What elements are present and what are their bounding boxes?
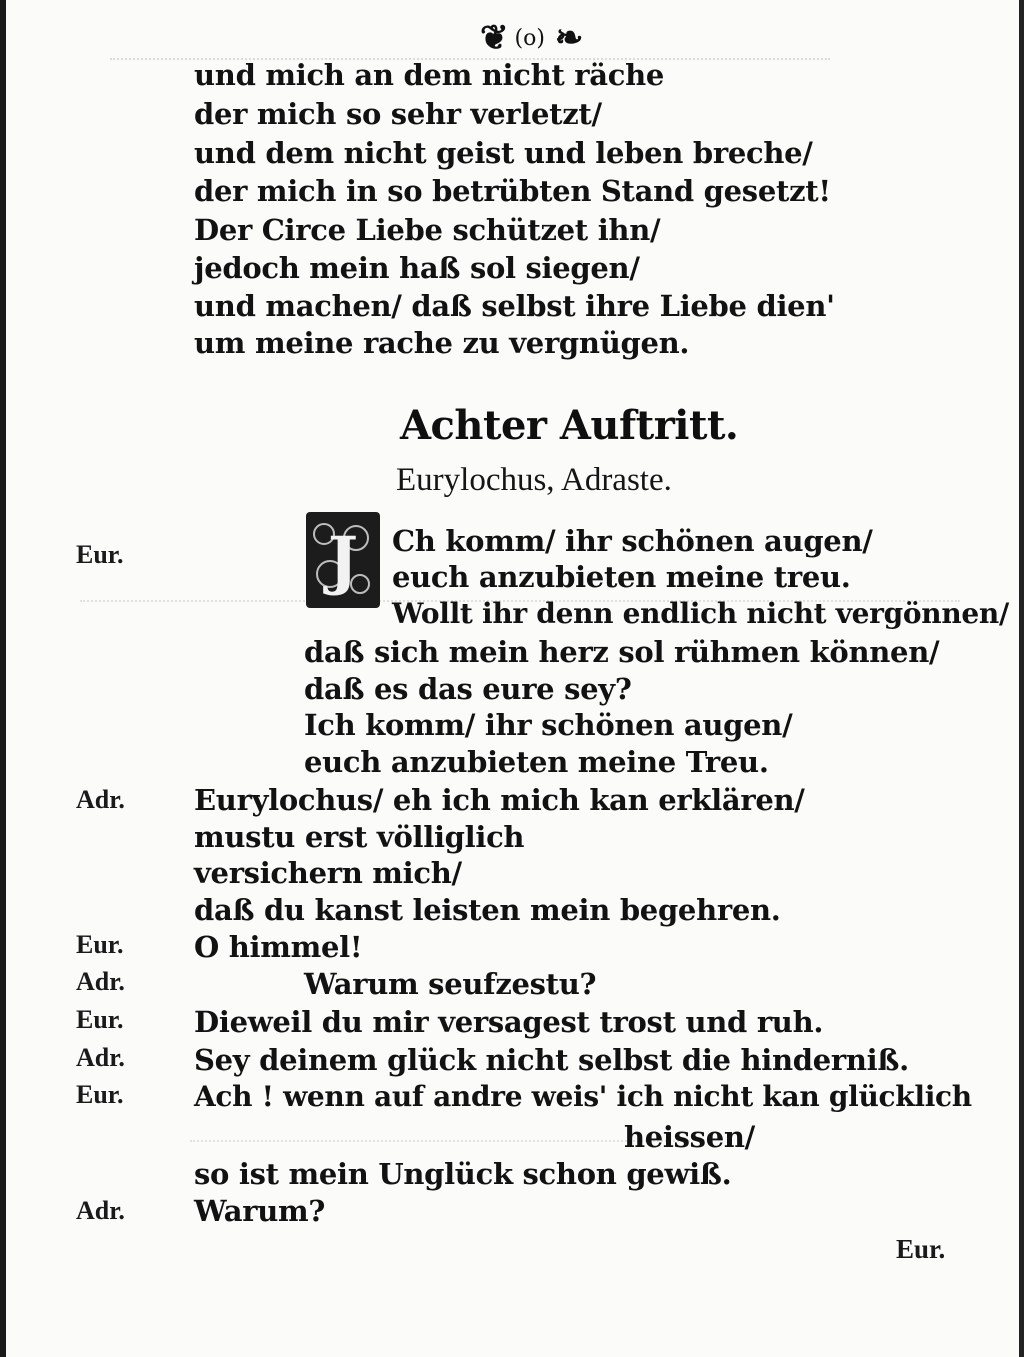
speaker-label: Eur. bbox=[76, 930, 124, 959]
speaker-label: Adr. bbox=[76, 1043, 125, 1072]
ornament-right-icon: ❧ bbox=[554, 18, 580, 58]
verse-line: Der Circe Liebe schützet ihn/ bbox=[194, 213, 661, 247]
dialogue-line: Ach ! wenn auf andre weis' ich nicht kan glücklich bbox=[194, 1080, 972, 1113]
dialogue-line: daß es das eure sey? bbox=[304, 672, 632, 706]
catchword: Eur. bbox=[896, 1234, 946, 1264]
page-header bbox=[480, 14, 690, 62]
scene-title: Achter Auftritt. bbox=[400, 402, 739, 449]
dialogue-line: euch anzubieten meine treu. bbox=[392, 560, 851, 594]
verse-line: und mich an dem nicht räche bbox=[194, 58, 665, 92]
speaker-label: Eur. bbox=[76, 540, 124, 569]
dialogue-line: versichern mich/ bbox=[194, 856, 462, 890]
dialogue-line: Wollt ihr denn endlich nicht vergönnen/ bbox=[392, 597, 1009, 630]
dialogue-line: so ist mein Unglück schon gewiß. bbox=[194, 1157, 732, 1191]
dialogue-line: Ch komm/ ihr schönen augen/ bbox=[392, 524, 873, 558]
dialogue-line: Ich komm/ ihr schönen augen/ bbox=[304, 708, 793, 742]
scan-border-right bbox=[1019, 0, 1024, 1357]
dialogue-line: Eurylochus/ eh ich mich kan erklären/ bbox=[194, 783, 805, 817]
verse-line: um meine rache zu vergnügen. bbox=[194, 326, 690, 360]
verse-line: und machen/ daß selbst ihre Liebe dien' bbox=[194, 289, 835, 323]
speaker-label: Adr. bbox=[76, 785, 125, 814]
dialogue-line: mustu erst völliglich bbox=[194, 820, 525, 854]
verse-line: der mich in so betrübten Stand gesetzt! bbox=[194, 174, 831, 208]
svg-text:J: J bbox=[327, 523, 359, 598]
verse-line: jedoch mein haß sol siegen/ bbox=[194, 251, 640, 285]
speaker-label: Eur. bbox=[76, 1005, 124, 1034]
decorated-initial-icon bbox=[300, 508, 386, 612]
verse-line: der mich so sehr verletzt/ bbox=[194, 97, 602, 131]
speaker-label: Adr. bbox=[76, 1196, 125, 1225]
dialogue-line: euch anzubieten meine Treu. bbox=[304, 745, 769, 779]
dialogue-line: Sey deinem glück nicht selbst die hinderniß. bbox=[194, 1043, 909, 1077]
ornament-left-icon: ❦ bbox=[480, 18, 505, 58]
dialogue-line: heissen/ bbox=[624, 1120, 755, 1154]
speaker-label: Adr. bbox=[76, 967, 125, 996]
dialogue-line: Dieweil du mir versagest trost und ruh. bbox=[194, 1005, 824, 1039]
scan-border-left bbox=[0, 0, 6, 1357]
verse-line: und dem nicht geist und leben breche/ bbox=[194, 136, 813, 170]
page-number: (o) bbox=[514, 25, 545, 51]
dialogue-line: Warum seufzestu? bbox=[304, 967, 597, 1001]
dialogue-line: daß sich mein herz sol rühmen können/ bbox=[304, 635, 940, 669]
dialogue-line: Warum? bbox=[194, 1194, 326, 1228]
dialogue-line: O himmel! bbox=[194, 930, 363, 964]
speaker-label: Eur. bbox=[76, 1080, 124, 1109]
dialogue-line: daß du kanst leisten mein begehren. bbox=[194, 893, 781, 927]
bleed-through bbox=[190, 1140, 690, 1156]
scene-persons: Eurylochus, Adraste. bbox=[396, 462, 672, 498]
